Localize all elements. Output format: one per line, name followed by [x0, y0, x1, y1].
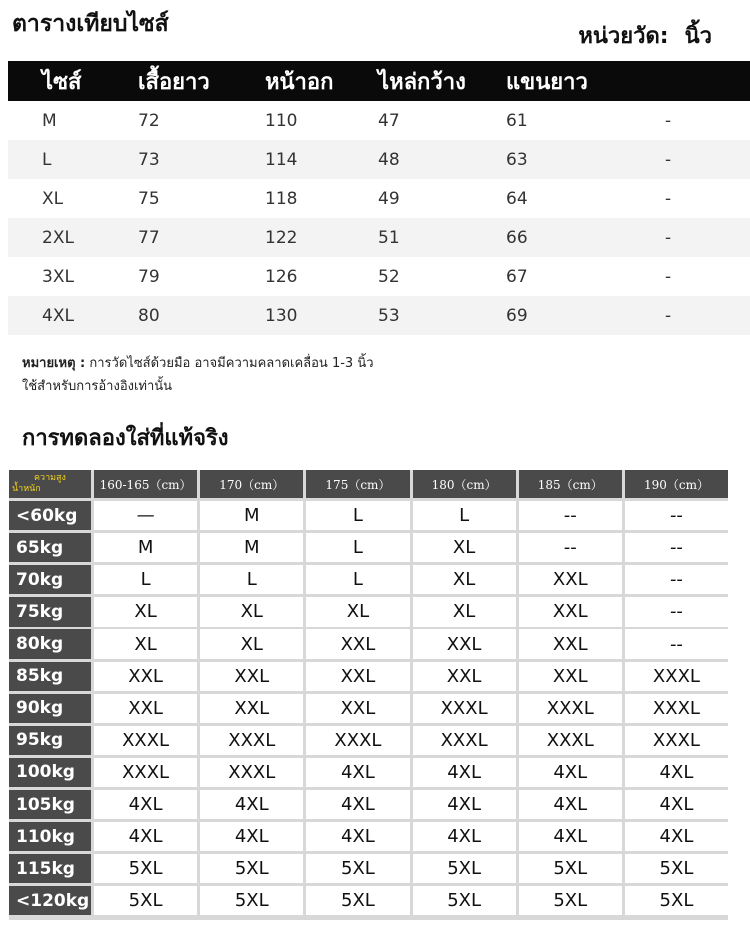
- fit-grid-row: [9, 501, 728, 530]
- recommended-size: XL: [410, 533, 516, 562]
- cell-extra: -: [665, 305, 672, 326]
- height-header: 170（cm）: [197, 470, 303, 498]
- cell-size: 3XL: [42, 266, 74, 287]
- note-label: หมายเหตุ :: [22, 356, 86, 371]
- fit-section-title: การทดลองใส่ที่แท้จริง: [22, 426, 229, 451]
- weight-label: 80kg: [9, 629, 91, 658]
- fit-grid-header-row: [9, 470, 728, 498]
- recommended-size: XXXL: [410, 726, 516, 755]
- recommended-size: XXXL: [197, 758, 303, 787]
- fit-grid-row: [9, 758, 728, 787]
- recommended-size: 4XL: [622, 822, 728, 851]
- cell-sleeve: 64: [506, 188, 528, 209]
- recommended-size: 5XL: [197, 854, 303, 883]
- recommended-size: --: [622, 533, 728, 562]
- cell-sleeve: 67: [506, 266, 528, 287]
- fit-grid-row: [9, 886, 728, 915]
- weight-label: <120kg: [9, 886, 91, 915]
- fit-grid-row: [9, 726, 728, 755]
- size-chart-title: ตารางเทียบไซส์: [12, 11, 169, 37]
- recommended-size: —: [91, 501, 197, 530]
- recommended-size: M: [197, 533, 303, 562]
- weight-label: 105kg: [9, 790, 91, 819]
- cell-extra: -: [665, 227, 672, 248]
- recommended-size: 4XL: [622, 758, 728, 787]
- recommended-size: XL: [410, 565, 516, 594]
- recommended-size: XL: [91, 597, 197, 626]
- recommended-size: 4XL: [91, 790, 197, 819]
- recommended-size: XXL: [516, 662, 622, 691]
- weight-label: 75kg: [9, 597, 91, 626]
- cell-sleeve: 63: [506, 149, 528, 170]
- recommended-size: --: [516, 501, 622, 530]
- recommended-size: XL: [91, 629, 197, 658]
- cell-sleeve: 61: [506, 110, 528, 131]
- recommended-size: 4XL: [303, 758, 409, 787]
- size-chart-row: [8, 140, 750, 179]
- recommended-size: 5XL: [91, 886, 197, 915]
- recommended-size: XXL: [91, 662, 197, 691]
- cell-extra: -: [665, 188, 672, 209]
- recommended-size: L: [303, 565, 409, 594]
- cell-length: 72: [138, 110, 160, 131]
- size-chart-row: [8, 296, 750, 335]
- fit-grid-corner: [9, 470, 91, 498]
- cell-extra: -: [665, 266, 672, 287]
- cell-extra: -: [665, 149, 672, 170]
- cell-shoulder: 48: [378, 149, 400, 170]
- recommended-size: 4XL: [197, 822, 303, 851]
- recommended-size: 4XL: [516, 790, 622, 819]
- recommended-size: XXL: [410, 629, 516, 658]
- cell-chest: 122: [265, 227, 298, 248]
- recommended-size: XXL: [516, 597, 622, 626]
- height-header: 180（cm）: [410, 470, 516, 498]
- recommended-size: 5XL: [303, 854, 409, 883]
- fit-grid-row: [9, 694, 728, 723]
- recommended-size: XXXL: [91, 758, 197, 787]
- cell-length: 75: [138, 188, 160, 209]
- corner-weight-label: น้ำหนัก: [12, 484, 41, 494]
- recommended-size: 5XL: [622, 886, 728, 915]
- fit-grid-row: [9, 533, 728, 562]
- recommended-size: XL: [303, 597, 409, 626]
- recommended-size: XXXL: [410, 694, 516, 723]
- recommended-size: XXL: [303, 629, 409, 658]
- recommended-size: 4XL: [197, 790, 303, 819]
- recommended-size: XXL: [197, 662, 303, 691]
- fit-grid-row: [9, 629, 728, 658]
- weight-label: 70kg: [9, 565, 91, 594]
- recommended-size: XXXL: [91, 726, 197, 755]
- cell-size: 4XL: [42, 305, 74, 326]
- recommended-size: 5XL: [410, 886, 516, 915]
- cell-chest: 110: [265, 110, 298, 131]
- size-chart-table: [8, 61, 750, 335]
- recommended-size: 4XL: [410, 822, 516, 851]
- cell-shoulder: 52: [378, 266, 400, 287]
- cell-length: 80: [138, 305, 160, 326]
- col-header-sleeve: แขนยาว: [506, 69, 588, 95]
- recommended-size: XXL: [197, 694, 303, 723]
- recommended-size: --: [622, 629, 728, 658]
- note-line-1: การวัดไซส์ด้วยมือ อาจมีความคลาดเคลื่อน 1-3 นิ้ว: [89, 356, 374, 371]
- cell-chest: 118: [265, 188, 298, 209]
- recommended-size: 5XL: [622, 854, 728, 883]
- cell-chest: 130: [265, 305, 298, 326]
- recommended-size: XL: [410, 597, 516, 626]
- recommended-size: XXL: [303, 662, 409, 691]
- recommended-size: L: [303, 533, 409, 562]
- cell-size: L: [42, 149, 52, 170]
- measurement-note: [22, 352, 374, 398]
- recommended-size: L: [91, 565, 197, 594]
- cell-chest: 126: [265, 266, 298, 287]
- cell-extra: -: [665, 110, 672, 131]
- recommended-size: XXXL: [303, 726, 409, 755]
- recommended-size: XXXL: [516, 694, 622, 723]
- cell-length: 77: [138, 227, 160, 248]
- recommended-size: 4XL: [303, 790, 409, 819]
- col-header-length: เสื้อยาว: [138, 69, 210, 95]
- cell-length: 79: [138, 266, 160, 287]
- fit-grid: [9, 470, 728, 920]
- col-header-chest: หน้าอก: [265, 69, 334, 95]
- cell-length: 73: [138, 149, 160, 170]
- recommended-size: --: [516, 533, 622, 562]
- recommended-size: L: [197, 565, 303, 594]
- weight-label: 65kg: [9, 533, 91, 562]
- weight-label: <60kg: [9, 501, 91, 530]
- note-line-2: ใช้สำหรับการอ้างอิงเท่านั้น: [22, 379, 173, 394]
- height-header: 185（cm）: [516, 470, 622, 498]
- recommended-size: 4XL: [410, 790, 516, 819]
- height-header: 190（cm）: [622, 470, 728, 498]
- weight-label: 110kg: [9, 822, 91, 851]
- recommended-size: XL: [197, 629, 303, 658]
- recommended-size: 4XL: [622, 790, 728, 819]
- fit-grid-row: [9, 597, 728, 626]
- cell-size: XL: [42, 188, 64, 209]
- recommended-size: 5XL: [91, 854, 197, 883]
- fit-grid-row: [9, 822, 728, 851]
- recommended-size: 4XL: [516, 758, 622, 787]
- size-chart-row: [8, 257, 750, 296]
- col-header-shoulder: ไหล่กว้าง: [378, 69, 466, 95]
- cell-sleeve: 69: [506, 305, 528, 326]
- recommended-size: XXXL: [622, 694, 728, 723]
- cell-sleeve: 66: [506, 227, 528, 248]
- recommended-size: --: [622, 565, 728, 594]
- weight-label: 115kg: [9, 854, 91, 883]
- weight-label: 85kg: [9, 662, 91, 691]
- cell-chest: 114: [265, 149, 298, 170]
- size-chart-row: [8, 179, 750, 218]
- fit-grid-row: [9, 565, 728, 594]
- recommended-size: 4XL: [303, 822, 409, 851]
- recommended-size: --: [622, 501, 728, 530]
- unit-label-text: หน่วยวัด:: [578, 24, 669, 49]
- recommended-size: XL: [197, 597, 303, 626]
- recommended-size: 4XL: [516, 822, 622, 851]
- unit-value: นิ้ว: [684, 24, 712, 49]
- recommended-size: XXXL: [622, 662, 728, 691]
- size-chart-header-row: [8, 61, 750, 101]
- fit-grid-row: [9, 662, 728, 691]
- col-header-size: ไซส์: [42, 69, 82, 95]
- cell-shoulder: 53: [378, 305, 400, 326]
- unit-label: [578, 18, 712, 53]
- recommended-size: L: [303, 501, 409, 530]
- cell-shoulder: 51: [378, 227, 400, 248]
- recommended-size: 5XL: [410, 854, 516, 883]
- recommended-size: XXL: [303, 694, 409, 723]
- recommended-size: 5XL: [197, 886, 303, 915]
- recommended-size: 4XL: [91, 822, 197, 851]
- recommended-size: --: [622, 597, 728, 626]
- cell-shoulder: 49: [378, 188, 400, 209]
- col-header-extra: [640, 61, 750, 101]
- recommended-size: XXL: [516, 629, 622, 658]
- recommended-size: 5XL: [516, 854, 622, 883]
- recommended-size: XXXL: [197, 726, 303, 755]
- weight-label: 90kg: [9, 694, 91, 723]
- fit-grid-row: [9, 790, 728, 819]
- size-chart-row: [8, 101, 750, 140]
- recommended-size: 5XL: [303, 886, 409, 915]
- recommended-size: M: [197, 501, 303, 530]
- corner-height-label: ความสูง: [34, 473, 66, 483]
- size-chart-row: [8, 218, 750, 257]
- recommended-size: 4XL: [410, 758, 516, 787]
- cell-shoulder: 47: [378, 110, 400, 131]
- recommended-size: 5XL: [516, 886, 622, 915]
- recommended-size: XXL: [516, 565, 622, 594]
- weight-label: 95kg: [9, 726, 91, 755]
- recommended-size: XXL: [410, 662, 516, 691]
- weight-label: 100kg: [9, 758, 91, 787]
- recommended-size: L: [410, 501, 516, 530]
- height-header: 160-165（cm）: [91, 470, 197, 498]
- recommended-size: M: [91, 533, 197, 562]
- cell-size: M: [42, 110, 57, 131]
- recommended-size: XXXL: [622, 726, 728, 755]
- fit-grid-row: [9, 854, 728, 883]
- recommended-size: XXXL: [516, 726, 622, 755]
- cell-size: 2XL: [42, 227, 74, 248]
- recommended-size: XXL: [91, 694, 197, 723]
- height-header: 175（cm）: [303, 470, 409, 498]
